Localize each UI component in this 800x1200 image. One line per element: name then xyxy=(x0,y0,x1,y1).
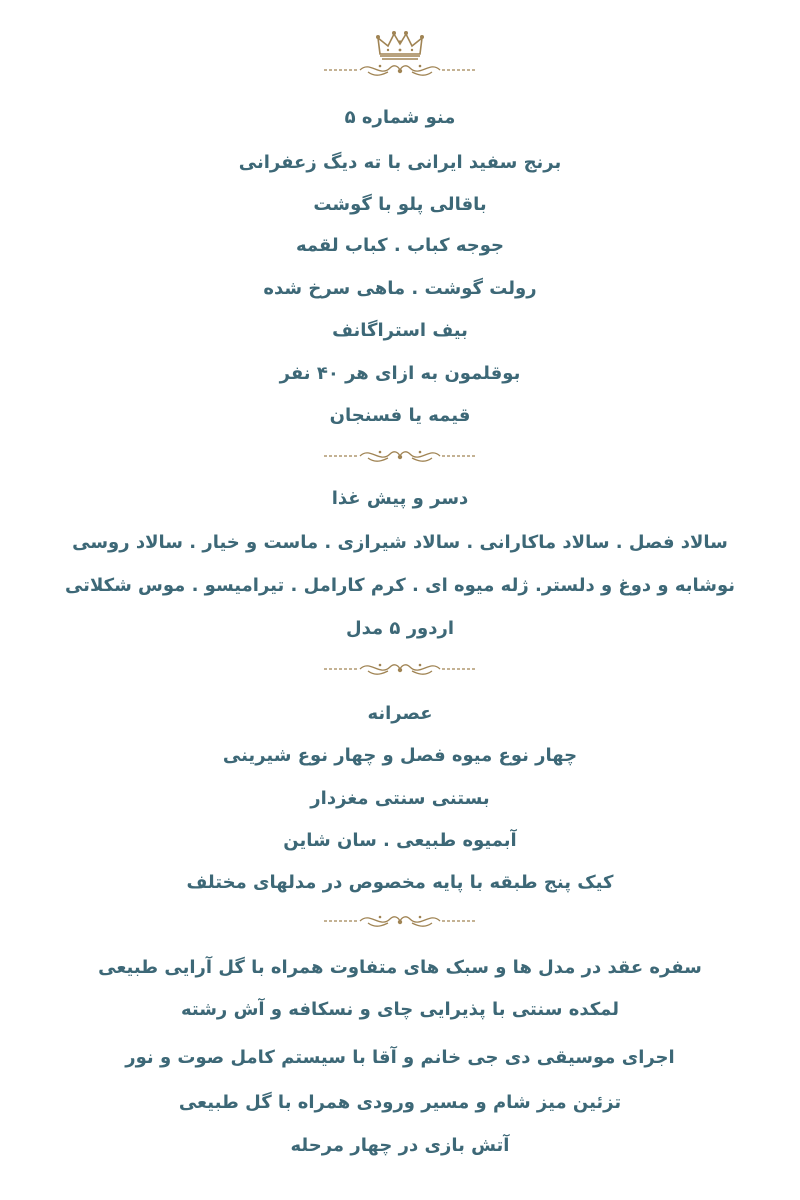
service-item: آتش بازی در چهار مرحله xyxy=(290,1135,510,1156)
afternoon-item: کیک پنج طبقه با پایه مخصوص در مدلهای مختلف xyxy=(186,872,614,893)
menu-title: منو شماره ۵ xyxy=(344,107,456,128)
menu-item: باقالی پلو با گوشت xyxy=(313,194,487,215)
crown-icon xyxy=(374,30,426,62)
dessert-item: سالاد فصل . سالاد ماکارانی . سالاد شیرازی . ماست و خیار . سالاد روسی xyxy=(72,532,728,553)
dessert-title: دسر و پیش غذا xyxy=(331,488,469,509)
service-item: لمکده سنتی با پذیرایی چای و نسکافه و آش رشته xyxy=(180,999,620,1020)
dessert-item: نوشابه و دوغ و دلستر. ژله میوه ای . کرم کارامل . تیرامیسو . موس شکلاتی xyxy=(64,575,736,596)
menu-item: بیف استراگانف xyxy=(332,320,468,341)
menu-item: بوقلمون به ازای هر ۴۰ نفر xyxy=(279,363,521,384)
service-item: اجرای موسیقی دی جی خانم و آقا با سیستم کامل صوت و نور xyxy=(125,1047,675,1068)
afternoon-item: بستنی سنتی مغزدار xyxy=(310,788,490,809)
afternoon-item: چهار نوع میوه فصل و چهار نوع شیرینی xyxy=(222,745,578,766)
afternoon-item: آبمیوه طبیعی . سان شاین xyxy=(283,830,517,851)
ornament-divider-icon xyxy=(320,446,480,466)
service-item: سفره عقد در مدل ها و سبک های متفاوت همراه با گل آرایی طبیعی xyxy=(98,957,702,978)
menu-item: قیمه یا فسنجان xyxy=(329,405,471,426)
ornament-divider-icon xyxy=(320,60,480,80)
menu-item: برنج سفید ایرانی با ته دیگ زعفرانی xyxy=(238,152,562,173)
afternoon-title: عصرانه xyxy=(367,703,433,724)
ornament-divider-icon xyxy=(320,911,480,931)
menu-item: رولت گوشت . ماهی سرخ شده xyxy=(263,278,537,299)
menu-item: جوجه کباب . کباب لقمه xyxy=(295,235,505,256)
ornament-divider-icon xyxy=(320,659,480,679)
dessert-item: اردور ۵ مدل xyxy=(345,618,455,639)
service-item: تزئین میز شام و مسیر ورودی همراه با گل طبیعی xyxy=(178,1092,622,1113)
